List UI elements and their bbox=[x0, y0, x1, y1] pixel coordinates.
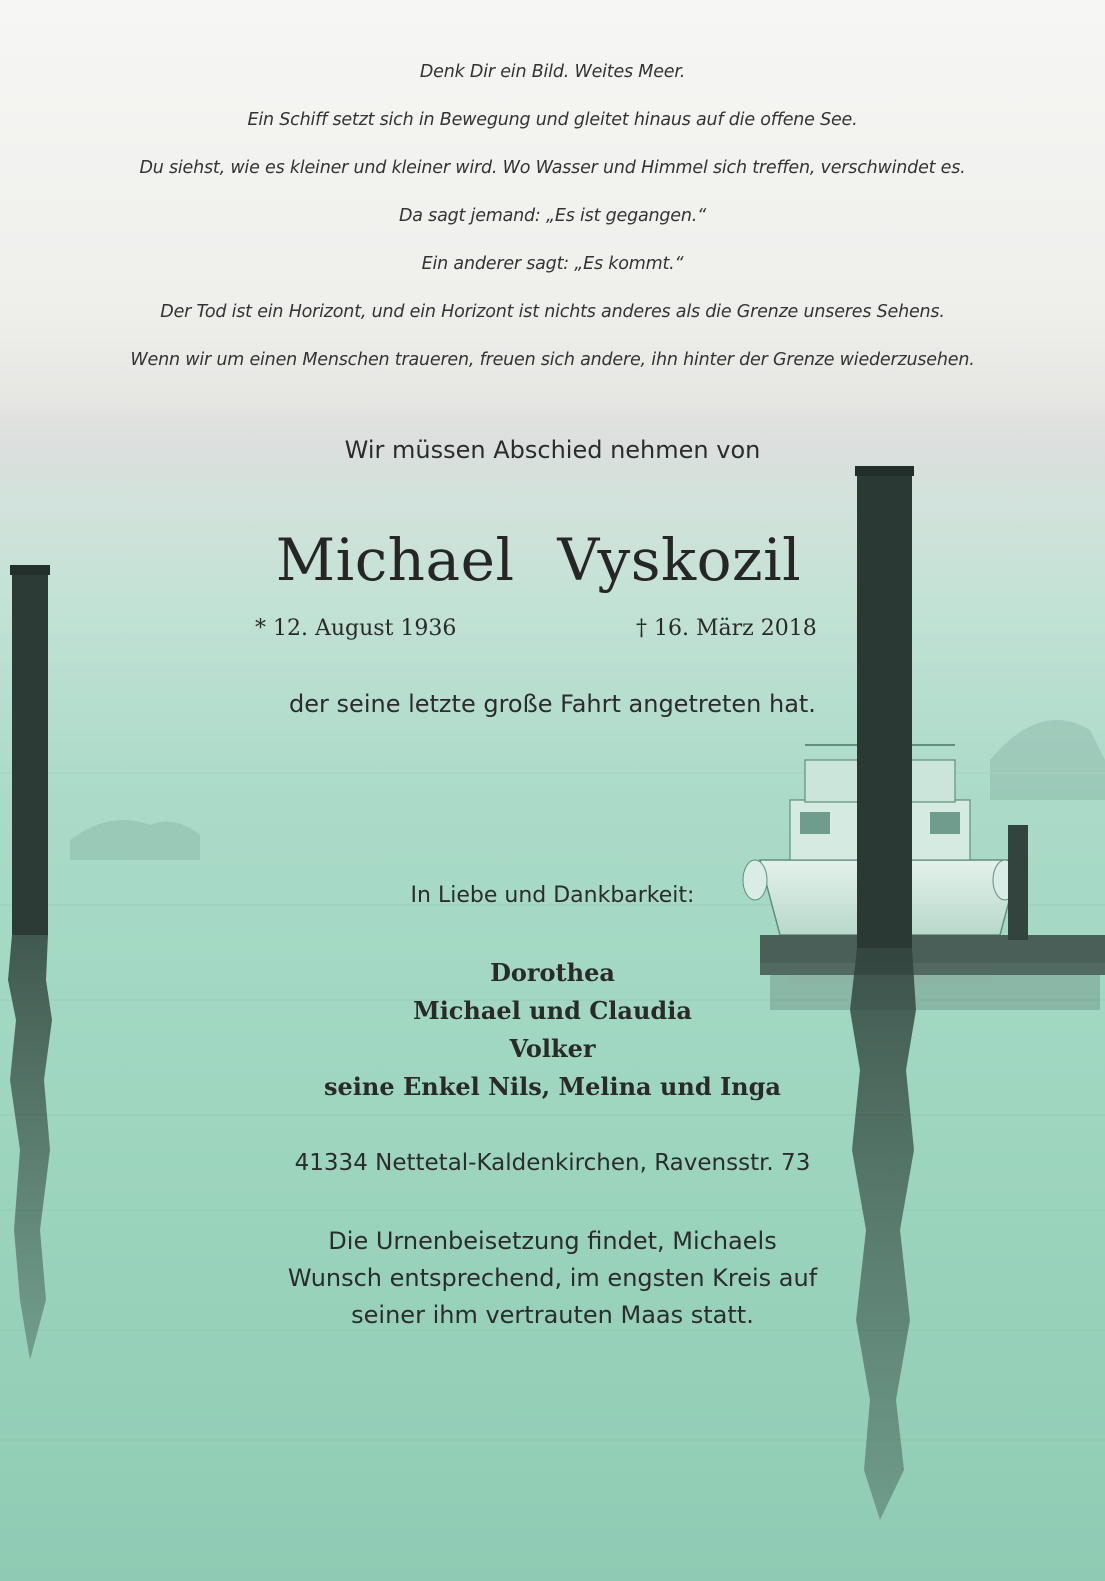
mourner-name: Dorothea bbox=[490, 958, 615, 987]
poem-line-4: Da sagt jemand: „Es ist gegangen.“ bbox=[399, 206, 706, 226]
mourner-name: seine Enkel Nils, Melina und Inga bbox=[324, 1072, 781, 1101]
poem-line-1: Denk Dir ein Bild. Weites Meer. bbox=[419, 62, 686, 82]
birth-date: * 12. August 1936 bbox=[255, 616, 457, 641]
death-date: † 16. März 2018 bbox=[636, 616, 817, 641]
tagline: der seine letzte große Fahrt angetreten hat. bbox=[289, 690, 816, 718]
notice-line-1: Die Urnenbeisetzung findet, Michaels bbox=[328, 1227, 777, 1255]
mourners-heading: In Liebe und Dankbarkeit: bbox=[410, 883, 695, 908]
poem-line-7: Wenn wir um einen Menschen traueren, freuen sich andere, ihn hinter der Grenze wiederzusehen. bbox=[130, 350, 975, 370]
intro-line: Wir müssen Abschied nehmen von bbox=[344, 436, 761, 464]
poem-line-6: Der Tod ist ein Horizont, und ein Horizont ist nichts anderes als die Grenze unseres Sehens. bbox=[160, 302, 945, 322]
notice-line-2: Wunsch entsprechend, im engsten Kreis auf bbox=[287, 1264, 818, 1292]
poem-line-3: Du siehst, wie es kleiner und kleiner wird. Wo Wasser und Himmel sich treffen, verschwindet es. bbox=[139, 158, 966, 178]
poem-line-5: Ein anderer sagt: „Es kommt.“ bbox=[421, 254, 684, 274]
poem-line-2: Ein Schiff setzt sich in Bewegung und gleitet hinaus auf die offene See. bbox=[247, 110, 858, 130]
notice-line-3: seiner ihm vertrauten Maas statt. bbox=[351, 1301, 754, 1329]
mourner-name: Volker bbox=[509, 1034, 596, 1063]
mourner-name: Michael und Claudia bbox=[413, 996, 692, 1025]
right-piling bbox=[850, 466, 916, 1520]
address: 41334 Nettetal-Kaldenkirchen, Ravensstr. 73 bbox=[294, 1150, 811, 1176]
deceased-name: Michael Vyskozil bbox=[275, 526, 802, 594]
